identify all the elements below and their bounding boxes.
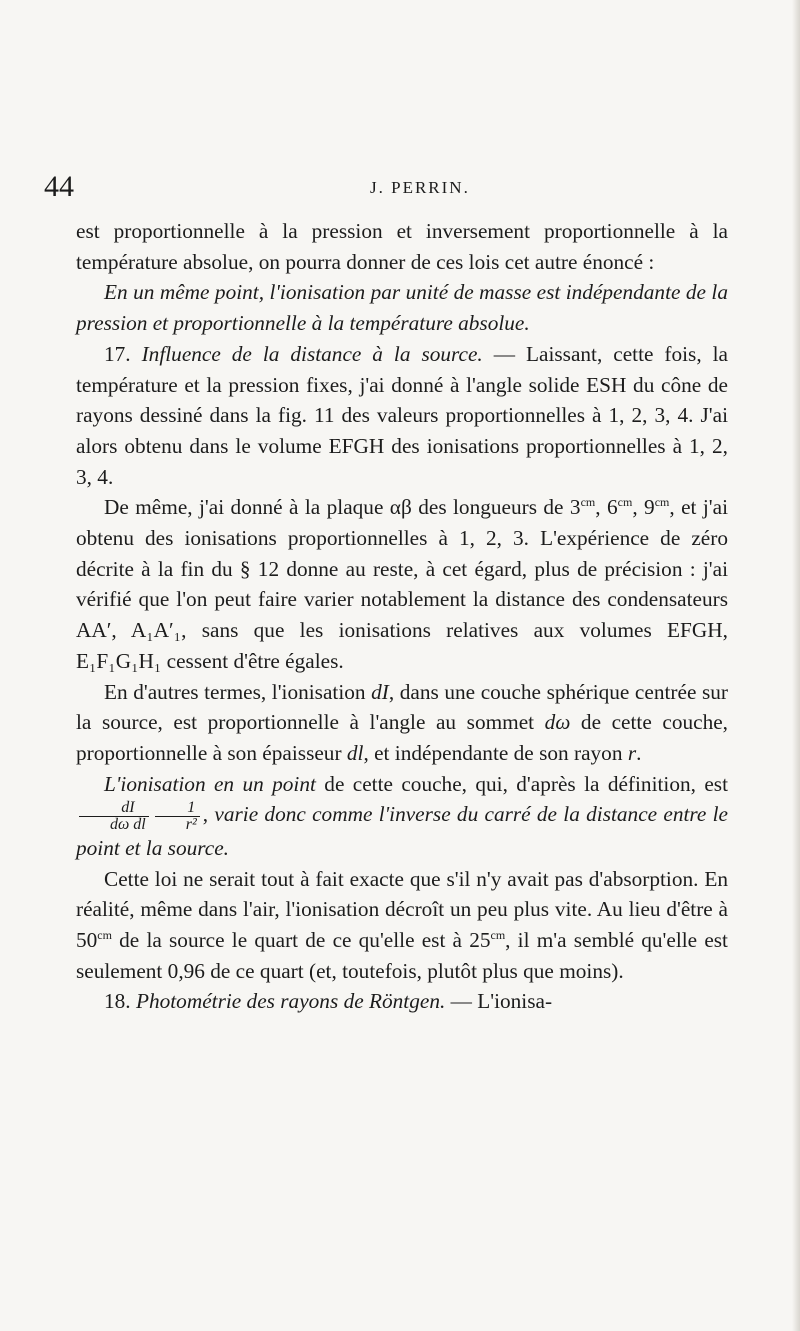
section-18-text: — L'ionisa- — [445, 989, 553, 1014]
paragraph-5: En d'autres termes, l'ionisation dI, dans une couche sphérique centrée sur la source, est proportionnelle à l'angle au sommet dω de cette couche, proportionnelle à son épaisseur dl, et indépendante de son rayon r. — [76, 679, 728, 765]
paragraph-1: est proportionnelle à la pression et inversement proportionnelle à la température absolue, on pourra donner de ces lois cet autre énoncé : — [76, 219, 728, 274]
page-header — [0, 170, 800, 210]
section-18-number: 18. — [104, 989, 131, 1014]
section-18 — [76, 986, 728, 1017]
theorem-statement: En un même point, l'ionisation par unité de masse est indépendante de la pression et proportionnelle à la température absolue. — [76, 280, 728, 336]
section-17-text: — Laissant, cette fois, la température et la pression fixes, j'ai donné à l'angle solide ESH du cône de rayons dessiné dans la fig. 11 des valeurs proportionnelles à 1, 2, 3, 4. J'ai alors obtenu dans le volume EFGH des ionisations proportionnelles à 1, 2, 3, 4. — [76, 341, 729, 489]
paragraph-6: L'ionisation en un point de cette couche, qui, d'après la définition, est $\frac{dI}{\text{dω dl}}$ $\frac{1}{\text{r²}}$ , varie donc comme l'inverse du carré de la distance entre le point et la source. — [76, 771, 728, 860]
section-18-title: Photométrie des rayons de Röntgen. — [135, 989, 446, 1014]
paragraph-4: De même, j'ai donné à la plaque αβ des longueurs de $3^{cm}$, $6^{cm}$, $9^{cm}$, et j'ai obtenu des ionisations proportionnelles à 1, 2, 3. L'expérience de zéro décrite à la fin du § 12 donne au reste, à cet égard, plus de précision : j'ai vérifié que l'on peut faire varier notablement la distance des condensateurs AA′, A₁A′₁, sans que les ionisations relatives aux volumes EFGH, E₁F₁G₁H₁ cessent d'être égales. — [76, 495, 729, 673]
section-17-title: Influence de la distance à la source. — [141, 341, 483, 366]
body-text — [76, 216, 728, 1017]
running-head: J. PERRIN. — [370, 178, 470, 197]
fraction-dI-over-dw-dl: $\frac{dI}{\text{dω dl}}$ — [79, 800, 149, 833]
fraction-1-over-r2: $\frac{1}{\text{r²}}$ — [155, 800, 200, 833]
page-number: 44 — [44, 170, 74, 203]
section-17-number: 17. — [104, 341, 131, 366]
paragraph-7: Cette loi ne serait tout à fait exacte que s'il n'y avait pas d'absorption. En réalité, même dans l'air, l'ionisation décroît un peu plus vite. Au lieu d'être à $50^{cm}$ de la source le quart de ce qu'elle est à $25^{cm}$, il m'a semblé qu'elle est seulement 0,96 de ce quart (et, toutefois, plutôt plus que moins). — [76, 866, 728, 983]
section-17 — [76, 339, 728, 493]
page-edge — [792, 0, 800, 1331]
